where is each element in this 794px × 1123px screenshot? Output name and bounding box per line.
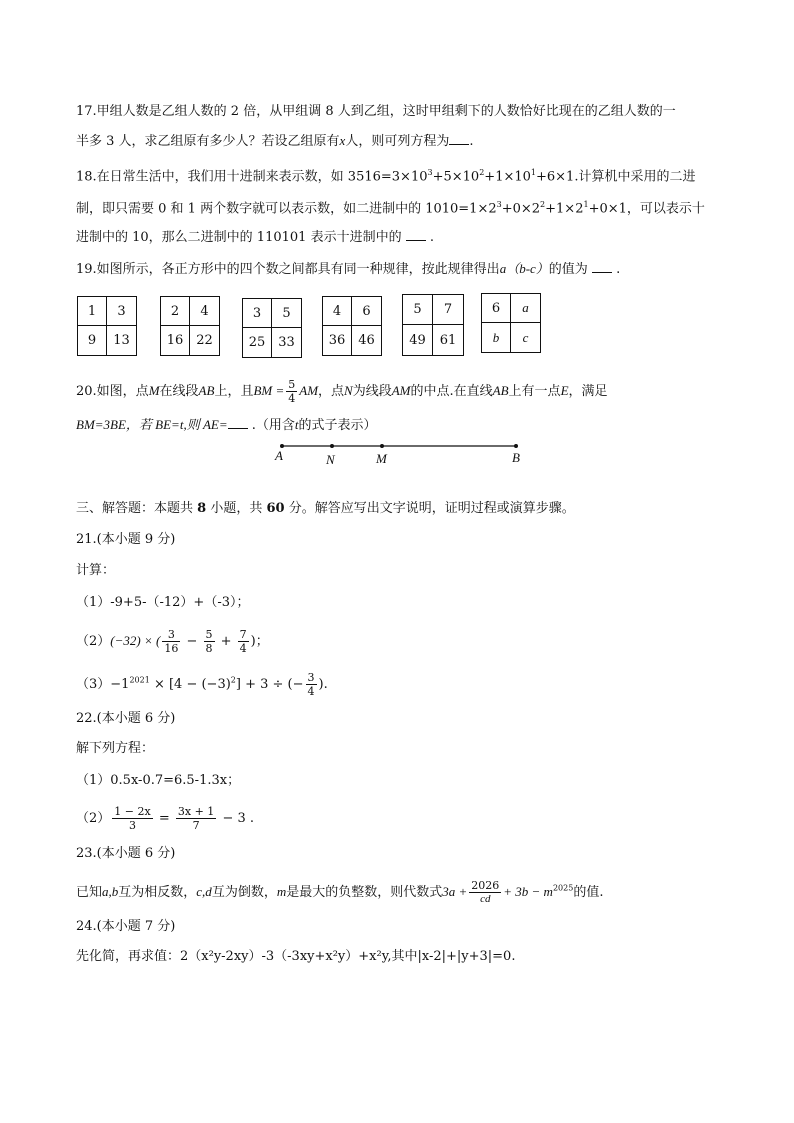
q22-intro: 解下列方程： [76, 741, 155, 756]
point-b [514, 444, 518, 448]
label-m: M [376, 451, 387, 466]
square-cell: 5 [272, 299, 301, 328]
square-cell: 49 [403, 325, 433, 355]
fraction: $\frac{3}{16}$ [164, 628, 179, 655]
fraction: $\frac{3}{4}$ [307, 671, 315, 698]
q17-line2: 半多 3 人，求乙组原有多少人？若设乙组原有x人，则可列方程为 . [76, 133, 474, 149]
number-square-4 [322, 296, 382, 356]
square-cell: 5 [403, 295, 433, 325]
square-cell: 16 [161, 326, 190, 355]
number-square-3 [242, 298, 302, 358]
answer-blank [449, 132, 469, 145]
answer-blank [228, 416, 248, 429]
label-n: N [326, 452, 335, 467]
answer-blank [406, 228, 426, 241]
q21-header: 21.(本小题 9 分) [76, 532, 176, 547]
q18-line2: 制，即只需要 0 和 1 两个数字就可以表示数，如二进制中的 $1010=1\times 2^3+0\times 2^2+1\times 2^1+0\times 1$，可以表示十 [76, 200, 705, 217]
square-cell: 25 [243, 328, 272, 357]
square-cell: b [482, 323, 511, 352]
square-cell: 61 [439, 332, 457, 348]
number-square-1 [77, 296, 137, 356]
q22-part2: （2） $\frac{1 - 2x}{3}$ = $\frac{3x + 1}{7}$ − 3 . [76, 805, 255, 832]
square-cell: 4 [323, 297, 352, 326]
q22-part1: （1）0.5x-0.7=6.5-1.3x； [76, 773, 241, 788]
square-cell: 1 [78, 297, 107, 326]
square-cell: 9 [78, 326, 107, 355]
q24-header: 24.(本小题 7 分) [76, 919, 176, 934]
q21-part2: （2）(−32) × ( $\frac{3}{16}$ − $\frac{5}{8}$ + $\frac{7}{4}$ )； [76, 628, 269, 655]
q18-line1: 18.在日常生活中，我们用十进制来表示数，如 $3516=3\times 10^3+5\times 10^2+1\times 10^1+6\times 1$.计算机中采用的二进 [76, 168, 696, 185]
q21-part1: （1）-9+5-（-12）+（-3）； [76, 595, 250, 610]
fraction: $\frac{7}{4}$ [239, 628, 247, 655]
square-cell: 4 [190, 297, 219, 326]
square-cell: c [522, 329, 529, 345]
square-cell: 22 [196, 333, 213, 348]
square-cell: 6 [482, 294, 511, 323]
label-b: B [512, 450, 520, 465]
fraction: $\frac{5}{8}$ [205, 628, 213, 655]
fraction: $\frac{3x + 1}{7}$ [177, 805, 215, 832]
square-cell: 13 [113, 333, 130, 348]
q23-header: 23.(本小题 6 分) [76, 846, 176, 861]
square-cell: 33 [278, 335, 295, 350]
fraction: $\frac{5}{4}$ [288, 378, 296, 405]
q24-text: 先化简，再求值：2（x²y-2xy）-3（-3xy+x²y）+x²y,其中|x-2|+|y+3|=0. [76, 949, 516, 964]
square-cell: 7 [433, 295, 463, 325]
number-square-6 [481, 293, 541, 353]
fraction: $\frac{1 - 2x}{3}$ [114, 805, 151, 832]
square-cell: 36 [323, 326, 352, 355]
q20-line2: BM=3BE，若 BE=t,则 AE= .（用含t的式子表示） [76, 417, 377, 433]
section-3-title: 三、解答题：本题共 8 小题，共 60 分。解答应写出文字说明，证明过程或演算步骤。 [76, 501, 575, 516]
answer-blank [592, 260, 612, 273]
number-square-5 [402, 294, 464, 356]
square-cell: 3 [107, 297, 136, 326]
q18-line3: 进制中的 10，那么二进制中的 110101 表示十进制中的 . [76, 230, 434, 245]
point-m [380, 444, 384, 448]
square-cell: 3 [243, 299, 272, 328]
point-n [330, 444, 334, 448]
square-cell: 6 [352, 297, 381, 326]
q22-header: 22.(本小题 6 分) [76, 711, 176, 726]
label-a: A [275, 448, 283, 463]
q21-intro: 计算： [76, 563, 116, 578]
fraction: $\frac{2026}{cd}$ [471, 879, 500, 905]
q20-line1: 20.如图，点M在线段AB上，且BM = $\frac{5}{4}$ AM，点N为线段AM的中点.在直线AB上有一点E，满足 [76, 378, 608, 405]
square-cell: 2 [161, 297, 190, 326]
segment-diagram [270, 440, 530, 470]
q19-text: 19.如图所示，各正方形中的四个数之间都具有同一种规律，按此规律得出a（b-c）的值为 . [76, 261, 621, 277]
q23-text: 已知a,b互为相反数，c,d互为倒数，m是最大的负整数，则代数式3a + $\frac{2026}{cd}$ + $3b - m^{2025}$的值. [76, 879, 604, 905]
q21-part3: $(3)-1^{2021} \times [4 - (-3)^2] + 3$ ÷ (− $\frac{3}{4}$ ). [76, 671, 328, 698]
square-cell: 46 [358, 333, 375, 348]
square-cell: a [511, 294, 540, 323]
q17-line1: 17.甲组人数是乙组人数的 2 倍，从甲组调 8 人到乙组，这时甲组剩下的人数恰好比现在的乙组人数的一 [76, 104, 676, 119]
number-square-2 [160, 296, 220, 356]
